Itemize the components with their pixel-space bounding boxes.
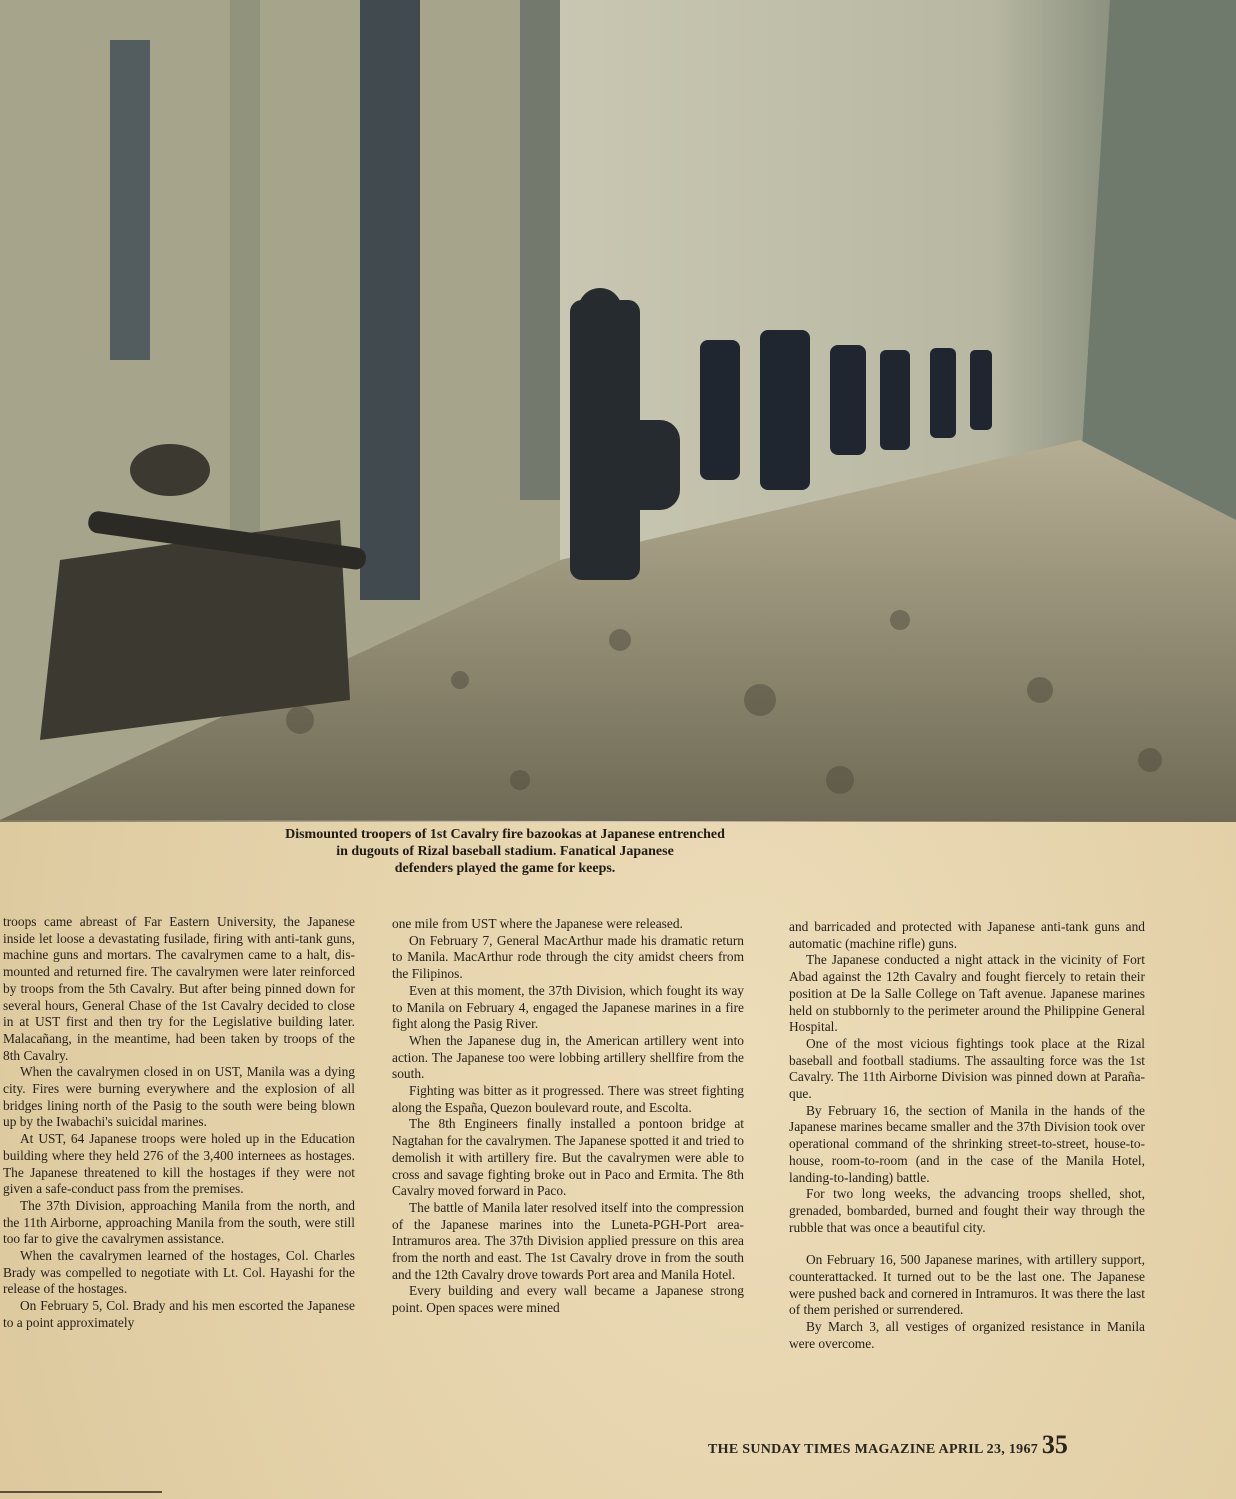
paragraph: Fighting was bitter as it progressed. There was street fighting along the España, Quezon boulevard route, and Escolta. — [392, 1083, 744, 1115]
article-column-1 — [3, 914, 355, 1332]
paragraph: On February 7, General MacArthur made his dramatic return to Manila. MacArthur rode through the city amidst cheers from the Filipinos. — [392, 932, 744, 982]
paragraph: One of the most vicious fightings took place at the Rizal baseball and football stadiums. The assaulting force was the 1st Cavalry. The 11th Airborne Division was pinned down at Parañaque. — [789, 1035, 1145, 1102]
paragraph: By February 16, the section of Manila in the hands of the Japanese marines became smaller and the 37th Division took over operational command of the shrinking street-to-street, house-to-house, room-to-room (and in the case of the Manila Hotel, landing-to-landing) battle. — [789, 1102, 1145, 1185]
paragraph: When the cavalrymen learned of the hostages, Col. Charles Brady was compelled to negotiate with Lt. Col. Hayashi for the release of the hostages. — [3, 1248, 355, 1297]
paragraph: By March 3, all vestiges of organized resistance in Manila were overcome. — [789, 1319, 1145, 1351]
page-footer — [708, 1430, 1133, 1460]
paragraph: When the Japanese dug in, the American artillery went into action. The Japanese too were lobbing artillery shellfire from the south. — [392, 1032, 744, 1082]
caption-line: defenders played the game for keeps. — [394, 861, 616, 876]
caption-line: Dismounted troopers of 1st Cavalry fire bazookas at Japanese entrenched — [285, 827, 725, 842]
article-column-3 — [789, 919, 1145, 1353]
paragraph: one mile from UST where the Japanese were released. — [392, 916, 683, 931]
paragraph: On February 5, Col. Brady and his men escorted the Japanese to a point approximately — [3, 1298, 355, 1330]
page-number: 35 — [1041, 1430, 1068, 1459]
paragraph: Every building and every wall became a Japanese strong point. Open spaces were mined — [392, 1283, 744, 1316]
publication-line: THE SUNDAY TIMES MAGAZINE APRIL 23, 1967 — [708, 1442, 1039, 1457]
paragraph: When the cavalrymen closed in on UST, Manila was a dying city. Fires were burning everywhere and the explosion of all bridges lining north of the Pasig to the south were being blown up by the Iwabachi's suicidal marines. — [3, 1064, 355, 1130]
article-column-2 — [392, 916, 744, 1317]
paragraph: troops came abreast of Far Eastern University, the Japanese inside let loose a devastating fusilade, firing with anti-tank guns, machine guns and mortars. The cavalrymen came to a halt, dismounted and returned fire. The cavalrymen were later reinforced by troops from the 5th Cavalry. But after being pinned down for several hours, General Chase of the 1st Cavalry decided to close in at UST first and then try for the Legislative building later. Malacañang, in the meantime, had been taken by troops of the 8th Cavalry. — [3, 914, 355, 1063]
paragraph: The battle of Manila later resolved itself into the compression of the Japanese marines into the Luneta-PGH-Port area-Intramuros area. The 37th Division applied pressure on this area from the north and east. The 1st Cavalry drove in from the south and the 12th Cavalry drove towards Port area and Manila Hotel. — [392, 1199, 744, 1282]
paragraph: For two long weeks, the advancing troops shelled, shot, grenaded, bombarded, burned and fought their way through the rubble that was once a beautiful city. — [789, 1186, 1145, 1235]
paragraph: and barricaded and protected with Japanese anti-tank guns and automatic (machine rifle) guns. — [789, 919, 1145, 951]
paragraph: The Japanese conducted a night attack in the vicinity of Fort Abad against the 12th Cavalry and fought fiercely to retain their position at De la Salle College on Taft avenue. Japanese marines held on stubbornly to the perimeter around the Philippine General Hospital. — [789, 952, 1145, 1035]
paragraph: At UST, 64 Japanese troops were holed up in the Education building where they held 276 of the 3,400 internees as hostages. The Japanese threatened to kill the hostages if they were not given a safe-conduct pass from the premises. — [3, 1131, 355, 1197]
paragraph: The 8th Engineers finally installed a pontoon bridge at Nagtahan for the cavalrymen. The Japanese spotted it and tried to demolish it with artillery fire. But the cavalrymen were able to cross and savage fighting broke out in Paco and Ermita. The 8th Cavalry moved forward in Paco. — [392, 1116, 744, 1199]
paragraph: The 37th Division, approaching Manila from the north, and the 11th Airborne, approaching Manila from the south, were still too far to give the cavalrymen assistance. — [3, 1197, 355, 1247]
caption-line: in dugouts of Rizal baseball stadium. Fanatical Japanese — [336, 844, 674, 859]
paragraph: Even at this moment, the 37th Division, which fought its way to Manila on February 4, engaged the Japanese marines in a fire fight along the Pasig River. — [392, 982, 744, 1032]
bottom-rule — [0, 1491, 162, 1493]
photo-caption — [170, 826, 840, 877]
paragraph: On February 16, 500 Japanese marines, with artillery support, counterattacked. It turned out to be the last one. The Japanese were pushed back and cornered in Intramuros. It was there the last of them perished or surrendered. — [789, 1252, 1145, 1318]
